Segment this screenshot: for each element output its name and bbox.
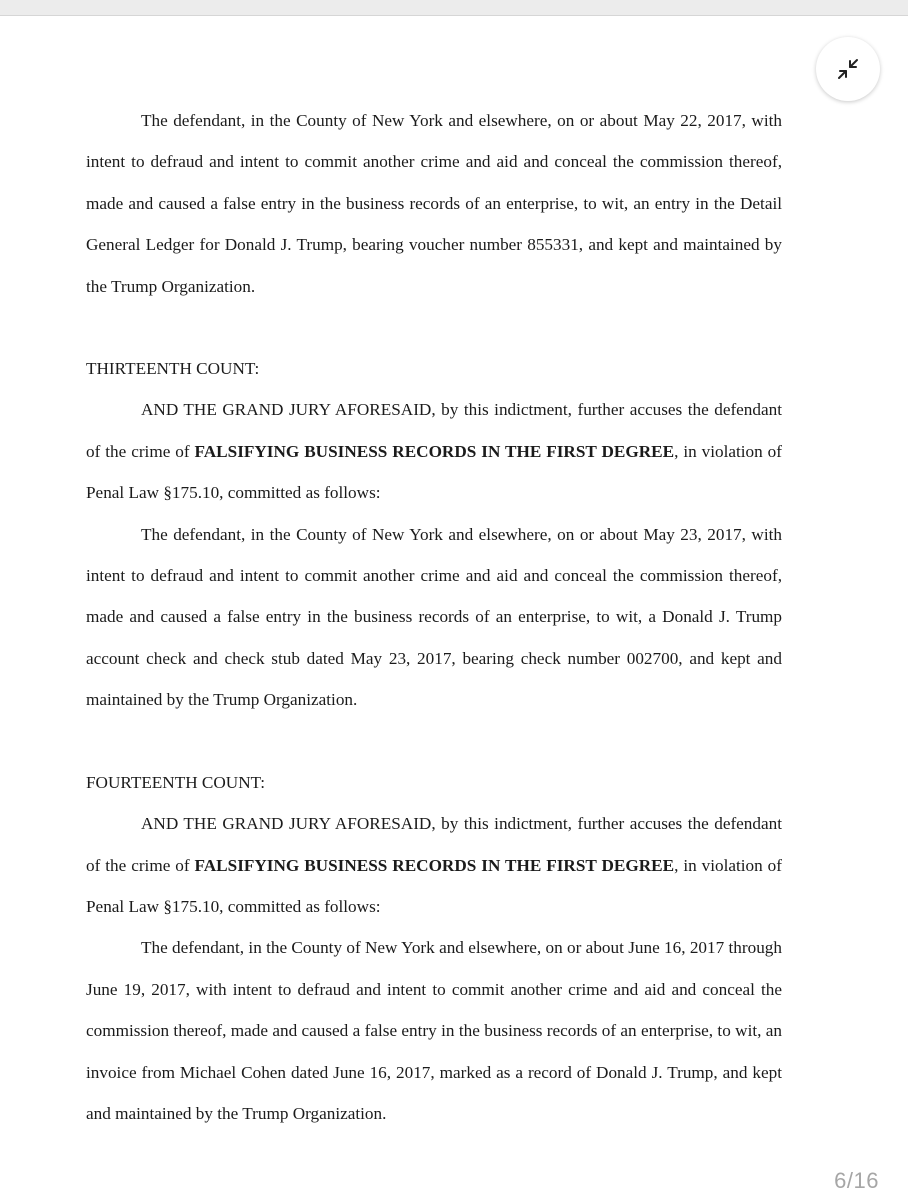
exit-fullscreen-button[interactable] — [816, 37, 880, 101]
exit-fullscreen-icon — [835, 56, 861, 82]
crime-name: FALSIFYING BUSINESS RECORDS IN THE FIRST DEGREE — [194, 855, 675, 875]
heading-thirteenth-count: THIRTEENTH COUNT: — [86, 359, 260, 379]
paragraph-twelfth-count-body: The defendant, in the County of New York and elsewhere, on or about May 22, 2017, with intent to defraud and intent to commit another crime and aid and conceal the commission thereof, made and caused a false entry in the business records of an enterprise, to wit, an entry in the Detail General Ledger for Donald J. Trump, bearing voucher number 855331, and kept and maintained by the Trump Organization. — [86, 111, 782, 296]
document-text — [86, 100, 782, 1134]
accusation-text: AND THE GRAND JURY AFORESAID, by this indictment, further accuses the defendant of the crime of — [86, 400, 782, 461]
paragraph-thirteenth-count-body: The defendant, in the County of New York and elsewhere, on or about May 23, 2017, with intent to defraud and intent to commit another crime and aid and conceal the commission thereof, made and caused a false entry in the business records of an enterprise, to wit, a Donald J. Trump account check and check stub dated May 23, 2017, bearing check number 002700, and kept and maintained by the Trump Organization. — [86, 524, 782, 710]
page-indicator: 6/16 — [834, 1168, 879, 1193]
paragraph-fourteenth-count-accusation — [86, 803, 782, 927]
crime-name: FALSIFYING BUSINESS RECORDS IN THE FIRST DEGREE — [194, 441, 675, 461]
accusation-tail: , in violation of Penal Law §175.10, committed as follows: — [86, 855, 782, 916]
accusation-tail: , in violation of Penal Law §175.10, committed as follows: — [86, 441, 782, 503]
document-page[interactable] — [0, 15, 908, 1201]
paragraph-fourteenth-count-body: The defendant, in the County of New York and elsewhere, on or about June 16, 2017 through June 19, 2017, with intent to defraud and intent to commit another crime and aid and conceal the commission thereof, made and caused a false entry in the business records of an enterprise, to wit, an invoice from Michael Cohen dated June 16, 2017, marked as a record of Donald J. Trump, and kept and maintained by the Trump Organization. — [86, 938, 782, 1123]
accusation-text: AND THE GRAND JURY AFORESAID, by this indictment, further accuses the defendant of the crime of — [86, 814, 782, 875]
heading-fourteenth-count: FOURTEENTH COUNT: — [86, 772, 266, 792]
paragraph-thirteenth-count-accusation — [86, 389, 782, 513]
